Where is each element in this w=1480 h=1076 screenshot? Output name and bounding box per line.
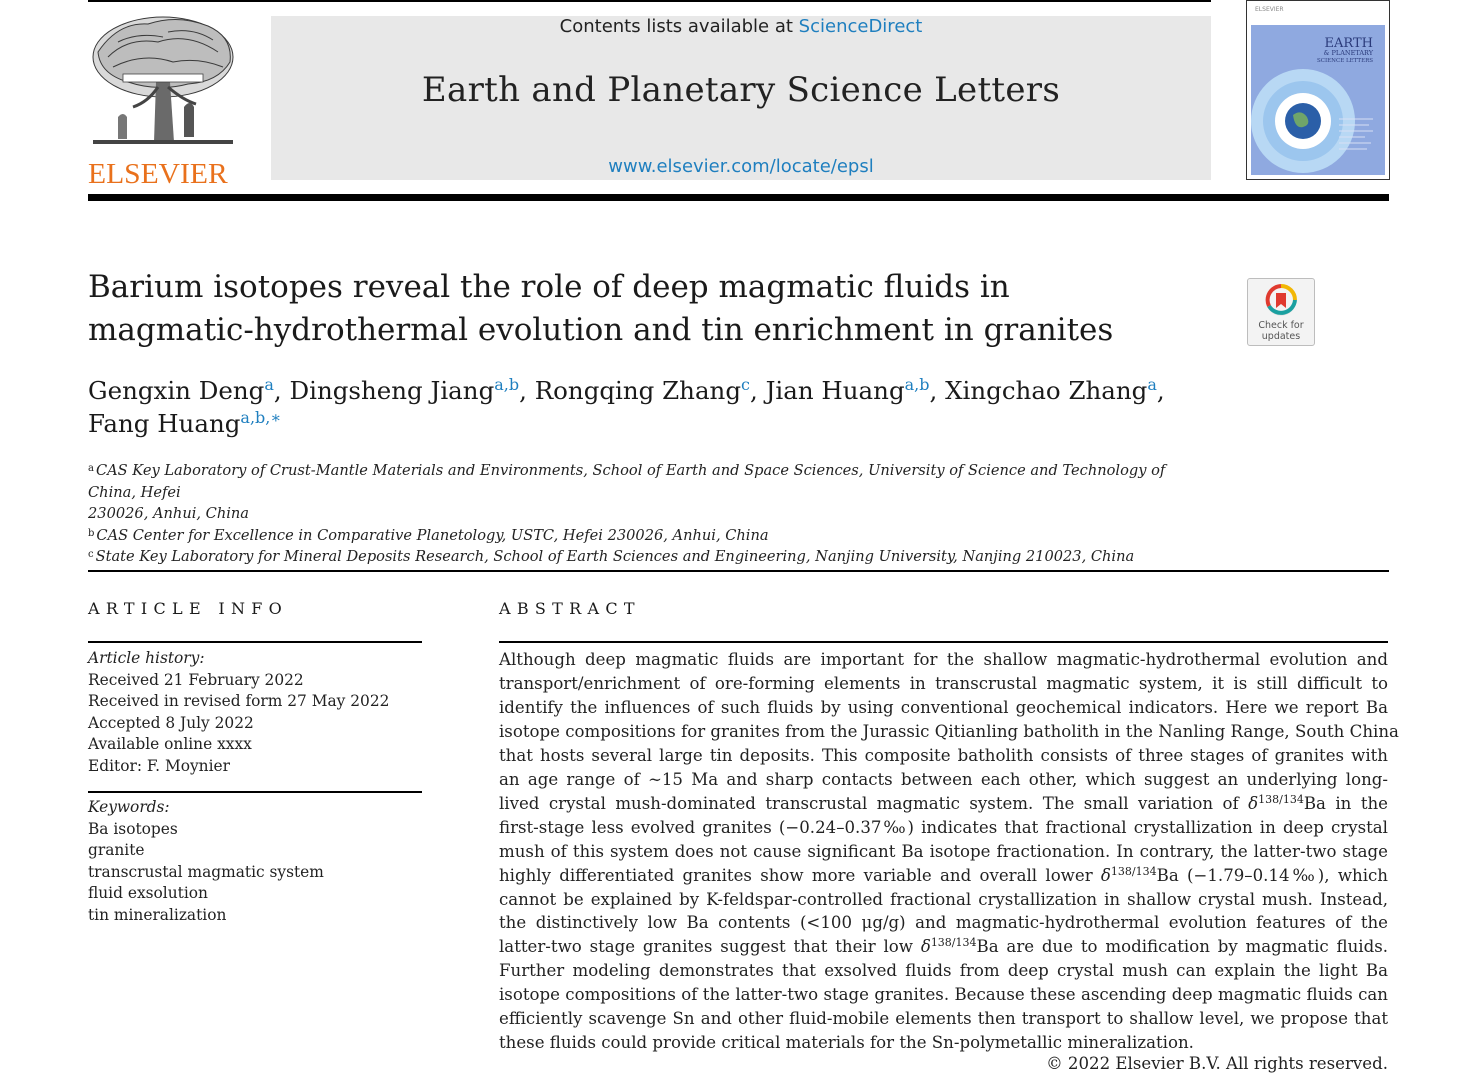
- author-separator: ,: [1156, 376, 1165, 405]
- author-separator: ,: [273, 376, 290, 405]
- article-info-rule: [88, 641, 422, 643]
- isotope-superscript: 138/134: [1258, 792, 1304, 806]
- author-name[interactable]: Gengxin Deng: [88, 376, 265, 405]
- keyword-item[interactable]: Ba isotopes: [88, 819, 178, 838]
- abstract-text: Ba (−1.79–0.14‰), which: [1156, 865, 1388, 885]
- history-revised: Received in revised form 27 May 2022: [88, 692, 390, 711]
- top-rule: [88, 0, 1211, 2]
- author-separator: ,: [750, 376, 766, 405]
- abstract-line: first-stage less evolved granites (−0.24–0.37‰) indicates that fractional crystallization in deep crystal: [499, 817, 1388, 837]
- abstract-line: isotope compositions of the latter-two stage granites. Because these ascending deep magmatic fluids can: [499, 985, 1388, 1005]
- article-info-heading: ARTICLE INFO: [88, 599, 289, 618]
- author-affil-sup[interactable]: a: [264, 375, 274, 394]
- journal-header-box: [271, 16, 1211, 180]
- author-affil-sup[interactable]: a: [1147, 375, 1157, 394]
- history-accepted: Accepted 8 July 2022: [88, 713, 254, 732]
- sciencedirect-link[interactable]: ScienceDirect: [798, 16, 923, 37]
- affiliation-text: CAS Center for Excellence in Comparative Planetology, USTC, Hefei 230026, Anhui, China: [96, 526, 769, 544]
- keyword-item[interactable]: transcrustal magmatic system: [88, 862, 324, 881]
- keywords-label: Keywords:: [88, 798, 170, 816]
- abstract-line: the distinctively low Ba contents (<100 μg/g) and magmatic-hydrothermal evolution features of the: [499, 913, 1388, 933]
- keywords: [88, 797, 422, 927]
- history-received: Received 21 February 2022: [88, 670, 304, 689]
- abstract-line: cannot be explained by K-feldspar-controlled fractional crystallization in shallow crystal mush. Instead,: [499, 889, 1388, 909]
- abstract-line: transport/enrichment of ore-forming elements in transcrustal magmatic system, it is still difficult to: [499, 673, 1388, 693]
- abstract-line-10: [499, 864, 1388, 888]
- abstract-text: latter-two stage granites suggest that their low: [499, 937, 921, 957]
- journal-cover-image: [1247, 1, 1389, 179]
- author-affil-sup[interactable]: c: [741, 375, 750, 394]
- author-affil-sup[interactable]: a,b: [904, 375, 930, 394]
- abstract-line: Further modeling demonstrates that exsolved fluids from deep crystal mush can explain the light Ba: [499, 961, 1388, 981]
- journal-name[interactable]: Earth and Planetary Science Letters: [421, 70, 1061, 110]
- check-updates-label: [1248, 320, 1314, 342]
- check-updates-label-2: updates: [1261, 331, 1301, 342]
- abstract-line-7: [499, 792, 1388, 816]
- author-name[interactable]: Dingsheng Jiang: [289, 376, 495, 405]
- abstract-line: efficiently scavenge Sn and other fluid-mobile elements then transport to shallow level, we propose that: [499, 1009, 1388, 1029]
- check-updates-label-1: Check for: [1258, 320, 1304, 331]
- abstract-line: identify the influences of such fluids by using conventional geochemical indicators. Here we report Ba: [499, 697, 1388, 717]
- affiliation-a: [88, 460, 1188, 503]
- keywords-rule: [88, 791, 422, 793]
- keyword-item[interactable]: fluid exsolution: [88, 884, 208, 903]
- keyword-item[interactable]: tin mineralization: [88, 905, 227, 924]
- cover-title-1: EARTH: [1324, 36, 1373, 51]
- affiliation-key: c: [88, 549, 94, 561]
- delta-symbol: δ: [920, 937, 931, 957]
- abstract-line: that hosts several large tin deposits. This composite batholith consists of three stages of granites with: [499, 745, 1388, 765]
- check-for-updates-button[interactable]: [1247, 278, 1315, 346]
- affiliation-key: b: [88, 527, 95, 539]
- journal-url-link[interactable]: www.elsevier.com/locate/epsl: [608, 156, 874, 177]
- article-history-label: Article history:: [88, 649, 205, 667]
- history-editor: Editor: F. Moynier: [88, 756, 230, 775]
- check-updates-icon: [1265, 284, 1297, 318]
- author-name[interactable]: Rongqing Zhang: [534, 376, 742, 405]
- article-title-line-1: Barium isotopes reveal the role of deep magmatic fluids in: [88, 269, 1010, 305]
- section-divider: [88, 570, 1389, 572]
- abstract-text: lived crystal mush-dominated transcrustal magmatic system. The small variation of: [499, 793, 1249, 813]
- elsevier-tree-icon: [88, 12, 238, 150]
- affiliation-text: State Key Laboratory for Mineral Deposits Research, School of Earth Sciences and Engineering, Nanjing University, Nanjing 210023, China: [95, 548, 1135, 566]
- abstract-text: highly differentiated granites show more variable and overall lower: [499, 865, 1101, 885]
- article-history: [88, 648, 422, 778]
- history-available: Available online xxxx: [88, 735, 252, 754]
- affiliation-list: [88, 460, 1188, 568]
- author-list: [88, 374, 1208, 440]
- author-name[interactable]: Fang Huang: [88, 409, 241, 438]
- abstract-line: an age range of ∼15 Ma and sharp contacts between each other, which suggest an underlying long-: [499, 769, 1388, 789]
- elsevier-logo[interactable]: [88, 12, 238, 190]
- delta-symbol: δ: [1100, 865, 1111, 885]
- abstract-line: mush of this system does not cause significant Ba isotope fractionation. In contrary, the latter-two stage: [499, 841, 1388, 861]
- elsevier-wordmark: ELSEVIER: [88, 158, 228, 190]
- author-name[interactable]: Xingchao Zhang: [945, 376, 1148, 405]
- abstract-line-13: [499, 935, 1388, 959]
- delta-symbol: δ: [1248, 793, 1259, 813]
- author-separator: ,: [519, 376, 535, 405]
- cover-title-2: & PLANETARY: [1323, 49, 1373, 57]
- cover-title-3: SCIENCE LETTERS: [1317, 58, 1373, 64]
- article-title-line-2: magmatic-hydrothermal evolution and tin enrichment in granites: [88, 312, 1114, 348]
- abstract-heading: ABSTRACT: [499, 599, 641, 618]
- svg-text:ELSEVIER: ELSEVIER: [1255, 6, 1284, 13]
- abstract-rule: [499, 641, 1388, 643]
- contents-line: [271, 16, 1211, 37]
- abstract-line: Although deep magmatic fluids are important for the shallow magmatic-hydrothermal evolution and: [499, 650, 1388, 669]
- keyword-item[interactable]: granite: [88, 841, 145, 860]
- author-affil-sup[interactable]: a,b,∗: [240, 408, 282, 427]
- journal-cover-thumbnail[interactable]: [1246, 0, 1390, 180]
- contents-prefix: Contents lists available at: [559, 16, 799, 37]
- isotope-superscript: 138/134: [930, 936, 977, 950]
- affiliation-b: [88, 525, 1188, 547]
- affiliation-key: a: [88, 463, 94, 474]
- affiliation-a-continued: 230026, Anhui, China: [88, 505, 250, 523]
- isotope-superscript: 138/134: [1110, 864, 1157, 878]
- header-thick-rule: [88, 194, 1389, 201]
- author-name[interactable]: Jian Huang: [765, 376, 905, 405]
- author-separator: ,: [929, 376, 946, 405]
- author-affil-sup[interactable]: a,b: [494, 375, 520, 394]
- copyright-notice: © 2022 Elsevier B.V. All rights reserved.: [1046, 1054, 1388, 1073]
- abstract-body: [499, 648, 1399, 1055]
- abstract-line-last: these fluids could provide critical materials for the Sn-polymetallic mineralization.: [499, 1033, 1194, 1053]
- abstract-text: Ba in the: [1303, 793, 1388, 813]
- article-title: [88, 266, 1208, 352]
- affiliation-c: [88, 546, 1188, 568]
- affiliation-text: CAS Key Laboratory of Crust-Mantle Materials and Environments, School of Earth and Space Sciences, University of Science and Technology of China, Hefei: [88, 462, 1166, 501]
- abstract-line: isotope compositions for granites from the Jurassic Qitianling batholith in the Nanling Range, South China: [499, 721, 1399, 741]
- abstract-text: Ba are due to modification by magmatic fluids.: [976, 937, 1389, 957]
